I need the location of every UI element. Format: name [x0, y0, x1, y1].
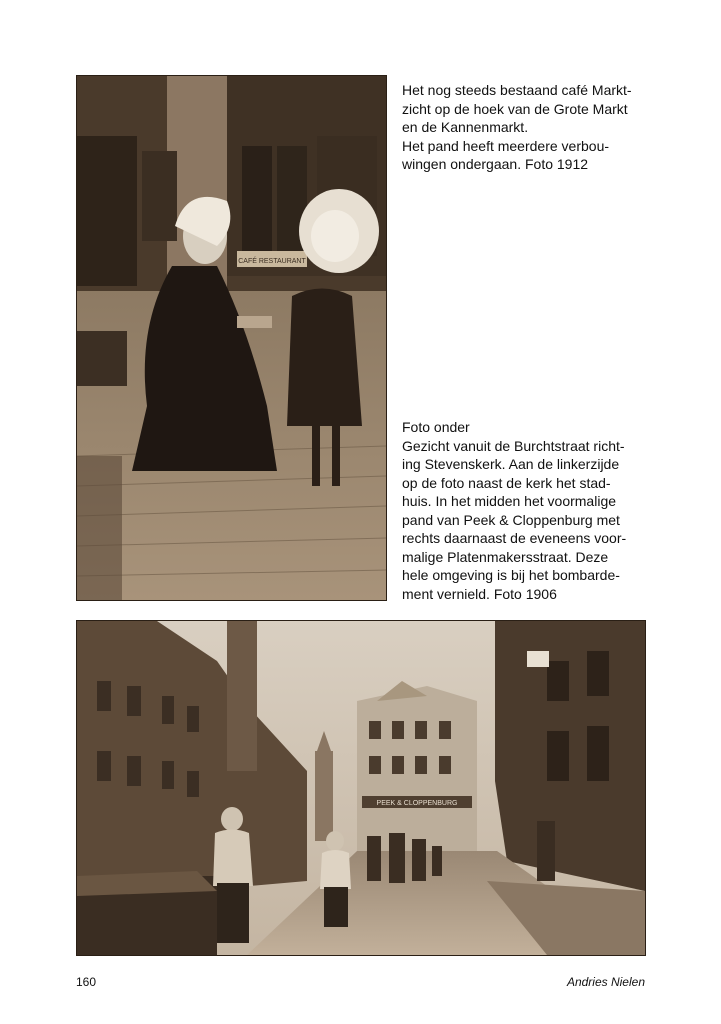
caption-line: en de Kannenmarkt. [402, 119, 529, 135]
caption-line: huis. In het midden het voormalige [402, 493, 617, 509]
caption-line: malige Platenmakersstraat. Deze [402, 548, 609, 565]
caption-top [402, 81, 645, 174]
caption-line: rechts daarnaast de eveneens voor- [402, 530, 627, 546]
caption-line: wingen ondergaan. Foto 1912 [402, 156, 589, 172]
caption-line: Het nog steeds bestaand café Markt- [402, 82, 632, 98]
caption-bottom [402, 418, 645, 603]
caption-line: Het pand heeft meerdere verbou- [402, 137, 610, 154]
photo-cafe-marktzicht [76, 75, 387, 601]
cafe-sign: CAFÉ RESTAURANT [238, 258, 306, 265]
caption-line: pand van Peek & Cloppenburg met [402, 511, 620, 528]
photo-burchtstraat [76, 620, 646, 956]
caption-line: zicht op de hoek van de Grote Markt [402, 100, 628, 117]
caption-line: ing Stevenskerk. Aan de linkerzijde [402, 456, 620, 472]
store-sign: PEEK & CLOPPENBURG [376, 800, 458, 807]
author-name: Andries Nielen [566, 975, 645, 989]
caption-line: ment vernield. Foto 1906 [402, 585, 557, 602]
sepia-photograph [77, 621, 645, 955]
caption-line: hele omgeving is bij het bombarde- [402, 567, 620, 583]
caption-line: Foto onder [402, 419, 470, 435]
child-figure [287, 289, 362, 427]
boy-figure [213, 830, 253, 887]
sepia-photograph [77, 76, 386, 600]
caption-line: Gezicht vanuit de Burchtstraat richt- [402, 437, 625, 454]
caption-line: op de foto naast de kerk het stad- [402, 474, 611, 491]
page-number: 160 [76, 975, 97, 989]
